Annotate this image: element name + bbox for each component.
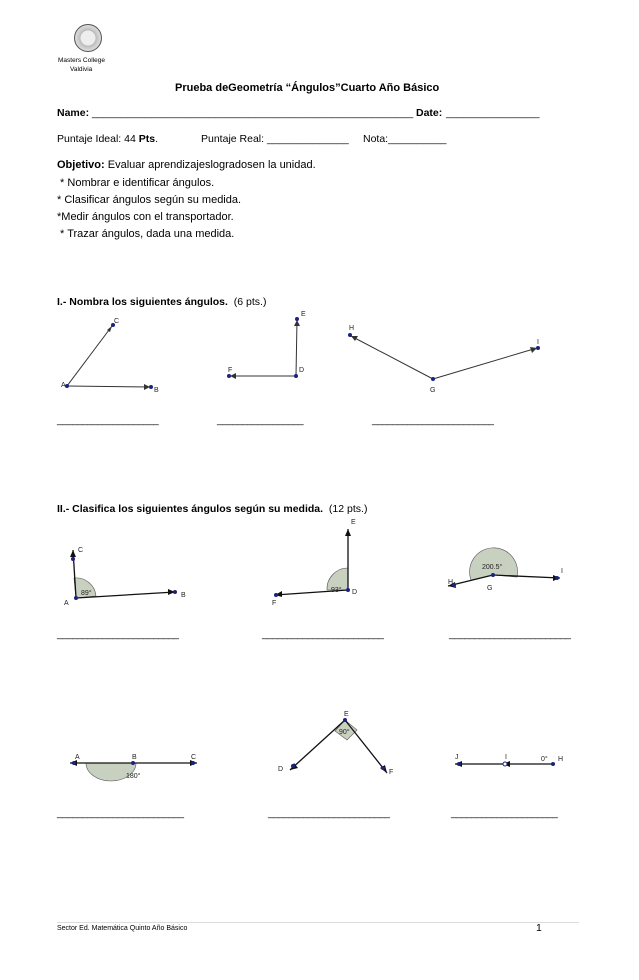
point-label: G xyxy=(487,585,493,592)
name-label: Name: xyxy=(57,107,90,119)
objetivo: Objetivo: Evaluar aprendizajeslogradosen la unidad. xyxy=(57,159,316,171)
section2-title: II.- Clasifica los siguientes ángulos según su medida. (12 pts.) xyxy=(57,503,368,515)
point-label: D xyxy=(352,589,358,596)
answer-line[interactable]: ________________________ xyxy=(449,629,571,640)
angle-figure-9 xyxy=(445,748,575,778)
objetivo-item: * Clasificar ángulos según su medida. xyxy=(57,194,242,206)
angle-figure-1 xyxy=(55,310,175,400)
answer-line[interactable]: ____________________ xyxy=(57,415,159,426)
angle-measure: 180° xyxy=(126,773,141,780)
point-label: C xyxy=(78,547,84,554)
angle-figure-7 xyxy=(60,745,210,785)
point-label: I xyxy=(537,339,539,346)
point-label: A xyxy=(61,382,66,389)
objetivo-item: *Medir ángulos con el transportador. xyxy=(57,211,234,223)
point-label: F xyxy=(272,600,277,607)
angle-figure-3 xyxy=(340,318,550,398)
puntaje-real[interactable]: Puntaje Real: ______________ xyxy=(201,133,349,145)
objetivo-item: * Trazar ángulos, dada una medida. xyxy=(57,228,235,240)
point-label: F xyxy=(228,367,233,374)
point-label: E xyxy=(351,519,356,526)
footer-text: Sector Ed. Matemática Quinto Año Básico xyxy=(57,925,188,932)
point-label: E xyxy=(301,311,306,318)
angle-measure: 93° xyxy=(331,587,342,594)
name-line[interactable]: _______________________________________________________ xyxy=(92,107,414,119)
angle-figure-4 xyxy=(60,535,200,610)
point-label: H xyxy=(349,325,355,332)
point-label: H xyxy=(448,579,454,586)
answer-line[interactable]: ________________________ xyxy=(262,629,384,640)
angle-figure-8 xyxy=(275,708,405,783)
answer-line[interactable]: ________________________ xyxy=(372,415,494,426)
objetivo-item: * Nombrar e identificar ángulos. xyxy=(57,177,215,189)
angle-measure: 0° xyxy=(541,756,548,763)
school-city: Valdivia xyxy=(70,66,93,73)
point-label: B xyxy=(154,387,159,394)
angle-figure-2 xyxy=(220,305,320,385)
angle-measure: 89° xyxy=(81,590,92,597)
school-logo xyxy=(74,24,102,52)
point-label: C xyxy=(114,318,120,325)
date-label: Date: xyxy=(416,107,443,119)
point-label: B xyxy=(132,754,137,761)
point-label: F xyxy=(389,769,394,776)
point-label: J xyxy=(455,754,459,761)
angle-measure: 90° xyxy=(339,729,350,736)
point-label: A xyxy=(64,600,69,607)
point-label: G xyxy=(430,387,436,394)
point-label: D xyxy=(299,367,305,374)
school-name: Masters College xyxy=(58,57,105,64)
point-label: I xyxy=(561,568,563,575)
point-label: A xyxy=(75,754,80,761)
nota[interactable]: Nota:__________ xyxy=(363,133,447,145)
page-number: 1 xyxy=(536,922,542,934)
answer-line[interactable]: _________________________ xyxy=(57,808,184,819)
point-label: E xyxy=(344,711,349,718)
puntaje-ideal: Puntaje Ideal: 44 Pts. xyxy=(57,133,158,145)
point-label: D xyxy=(278,766,284,773)
date-line[interactable]: ________________ xyxy=(446,107,540,119)
answer-line[interactable]: ________________________ xyxy=(268,808,390,819)
angle-figure-5 xyxy=(265,515,385,605)
section1-title: I.- Nombra los siguientes ángulos. (6 pts.) xyxy=(57,296,267,308)
answer-line[interactable]: _________________ xyxy=(217,415,304,426)
point-label: C xyxy=(191,754,197,761)
point-label: H xyxy=(558,756,564,763)
point-label: I xyxy=(505,754,507,761)
page-title: Prueba deGeometría “Ángulos”Cuarto Año Básico xyxy=(175,82,440,94)
answer-line[interactable]: _____________________ xyxy=(451,808,558,819)
angle-figure-6 xyxy=(440,545,575,605)
angle-measure: 200.5° xyxy=(482,564,503,571)
point-label: B xyxy=(181,592,186,599)
answer-line[interactable]: ________________________ xyxy=(57,629,179,640)
